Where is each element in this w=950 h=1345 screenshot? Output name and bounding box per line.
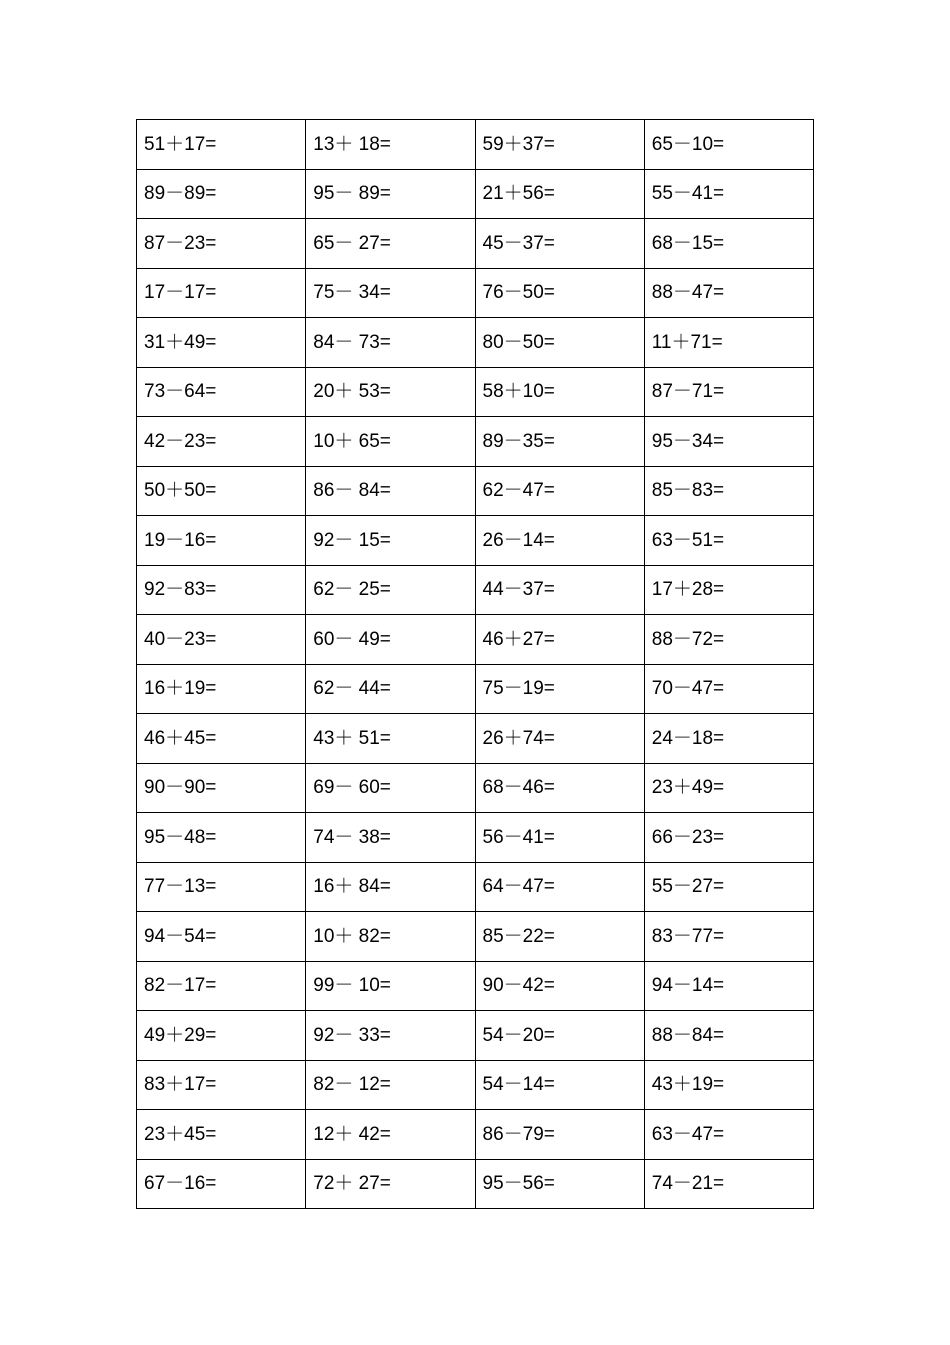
problem-cell: 88－47= [644, 268, 813, 318]
problem-cell: 63－51= [644, 516, 813, 566]
problem-cell: 58＋10= [475, 367, 644, 417]
problem-cell: 59＋37= [475, 120, 644, 170]
table-row [137, 169, 814, 219]
problem-cell: 88－84= [644, 1011, 813, 1061]
problem-cell: 50＋50= [137, 466, 306, 516]
problem-cell: 23＋45= [137, 1110, 306, 1160]
problem-cell: 62－47= [475, 466, 644, 516]
problem-cell: 85－22= [475, 912, 644, 962]
problem-cell: 76－50= [475, 268, 644, 318]
problem-cell: 83＋17= [137, 1060, 306, 1110]
table-row [137, 714, 814, 764]
problem-cell: 74－21= [644, 1159, 813, 1209]
table-row [137, 912, 814, 962]
table-row [137, 1110, 814, 1160]
problem-cell: 92－ 15= [306, 516, 475, 566]
problem-cell: 67－16= [137, 1159, 306, 1209]
problem-cell: 88－72= [644, 615, 813, 665]
problem-cell: 90－42= [475, 961, 644, 1011]
problem-cell: 70－47= [644, 664, 813, 714]
problem-cell: 40－23= [137, 615, 306, 665]
arithmetic-worksheet-table [136, 119, 814, 1209]
problem-cell: 56－41= [475, 813, 644, 863]
problem-cell: 24－18= [644, 714, 813, 764]
problem-cell: 69－ 60= [306, 763, 475, 813]
problem-cell: 43＋19= [644, 1060, 813, 1110]
problem-cell: 89－35= [475, 417, 644, 467]
problem-cell: 75－19= [475, 664, 644, 714]
problem-cell: 89－89= [137, 169, 306, 219]
problem-cell: 13＋ 18= [306, 120, 475, 170]
problem-cell: 80－50= [475, 318, 644, 368]
table-row [137, 961, 814, 1011]
problem-cell: 65－10= [644, 120, 813, 170]
problem-cell: 95－ 89= [306, 169, 475, 219]
table-row [137, 664, 814, 714]
problem-cell: 87－23= [137, 219, 306, 269]
problem-cell: 55－27= [644, 862, 813, 912]
problem-cell: 45－37= [475, 219, 644, 269]
problem-cell: 46＋45= [137, 714, 306, 764]
problem-cell: 75－ 34= [306, 268, 475, 318]
problem-cell: 82－17= [137, 961, 306, 1011]
problem-cell: 86－79= [475, 1110, 644, 1160]
problem-cell: 85－83= [644, 466, 813, 516]
table-row [137, 268, 814, 318]
problem-cell: 46＋27= [475, 615, 644, 665]
problem-cell: 31＋49= [137, 318, 306, 368]
problem-cell: 90－90= [137, 763, 306, 813]
problem-cell: 11＋71= [644, 318, 813, 368]
table-row [137, 120, 814, 170]
problem-cell: 21＋56= [475, 169, 644, 219]
problem-cell: 16＋19= [137, 664, 306, 714]
table-row [137, 318, 814, 368]
table-row [137, 862, 814, 912]
table-row [137, 1060, 814, 1110]
problem-cell: 94－54= [137, 912, 306, 962]
table-row [137, 417, 814, 467]
problem-cell: 51＋17= [137, 120, 306, 170]
problem-cell: 68－46= [475, 763, 644, 813]
problem-cell: 87－71= [644, 367, 813, 417]
problem-cell: 23＋49= [644, 763, 813, 813]
problem-cell: 94－14= [644, 961, 813, 1011]
table-row [137, 1159, 814, 1209]
problem-cell: 26－14= [475, 516, 644, 566]
problem-cell: 62－ 25= [306, 565, 475, 615]
problem-cell: 64－47= [475, 862, 644, 912]
problem-cell: 54－20= [475, 1011, 644, 1061]
problem-cell: 68－15= [644, 219, 813, 269]
problem-cell: 99－ 10= [306, 961, 475, 1011]
problem-cell: 10＋ 65= [306, 417, 475, 467]
problem-cell: 49＋29= [137, 1011, 306, 1061]
problem-cell: 12＋ 42= [306, 1110, 475, 1160]
problem-cell: 84－ 73= [306, 318, 475, 368]
problem-cell: 17＋28= [644, 565, 813, 615]
table-row [137, 516, 814, 566]
problem-cell: 60－ 49= [306, 615, 475, 665]
table-row [137, 565, 814, 615]
worksheet-body [137, 120, 814, 1209]
problem-cell: 54－14= [475, 1060, 644, 1110]
problem-cell: 42－23= [137, 417, 306, 467]
table-row [137, 763, 814, 813]
problem-cell: 19－16= [137, 516, 306, 566]
problem-cell: 44－37= [475, 565, 644, 615]
problem-cell: 95－34= [644, 417, 813, 467]
problem-cell: 92－ 33= [306, 1011, 475, 1061]
table-row [137, 219, 814, 269]
table-row [137, 367, 814, 417]
problem-cell: 73－64= [137, 367, 306, 417]
problem-cell: 83－77= [644, 912, 813, 962]
problem-cell: 77－13= [137, 862, 306, 912]
problem-cell: 82－ 12= [306, 1060, 475, 1110]
problem-cell: 66－23= [644, 813, 813, 863]
problem-cell: 65－ 27= [306, 219, 475, 269]
problem-cell: 95－56= [475, 1159, 644, 1209]
problem-cell: 72＋ 27= [306, 1159, 475, 1209]
problem-cell: 63－47= [644, 1110, 813, 1160]
table-row [137, 615, 814, 665]
table-row [137, 1011, 814, 1061]
problem-cell: 17－17= [137, 268, 306, 318]
problem-cell: 16＋ 84= [306, 862, 475, 912]
problem-cell: 20＋ 53= [306, 367, 475, 417]
problem-cell: 10＋ 82= [306, 912, 475, 962]
problem-cell: 55－41= [644, 169, 813, 219]
problem-cell: 62－ 44= [306, 664, 475, 714]
problem-cell: 26＋74= [475, 714, 644, 764]
problem-cell: 43＋ 51= [306, 714, 475, 764]
problem-cell: 86－ 84= [306, 466, 475, 516]
problem-cell: 74－ 38= [306, 813, 475, 863]
problem-cell: 92－83= [137, 565, 306, 615]
problem-cell: 95－48= [137, 813, 306, 863]
table-row [137, 813, 814, 863]
table-row [137, 466, 814, 516]
